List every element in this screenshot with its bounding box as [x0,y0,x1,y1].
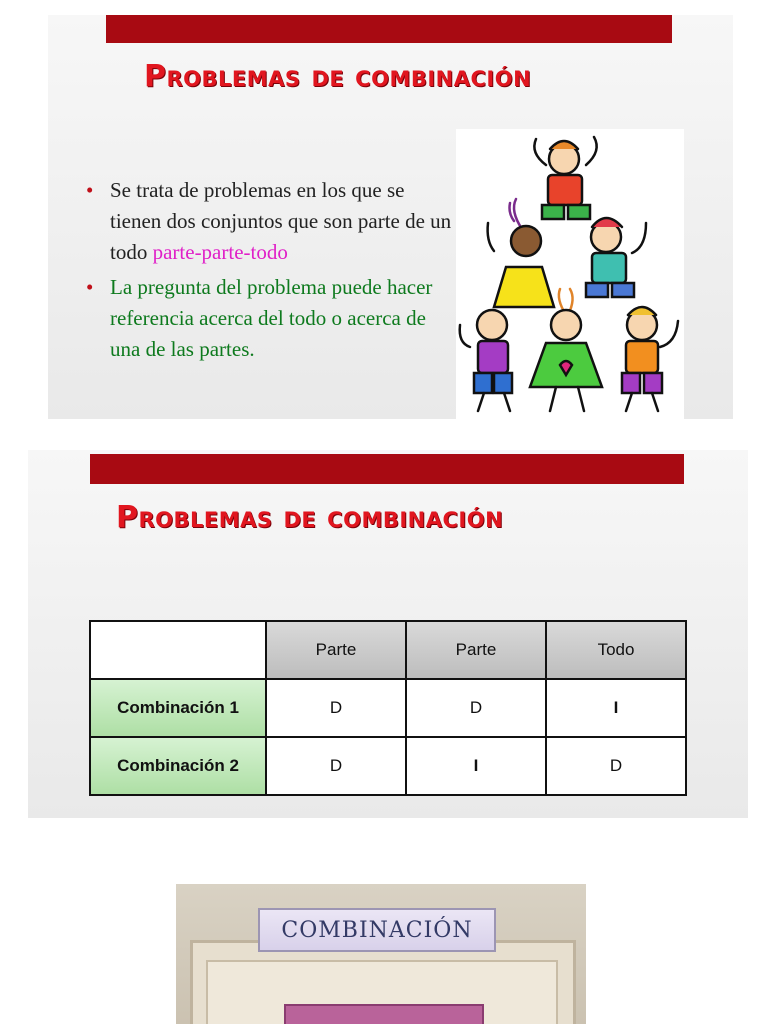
table-row [90,679,686,737]
combination-table [89,620,687,796]
table-cell: D [266,737,406,795]
plaque-text: COMBINACIÓN [281,917,473,943]
table-cell: D [546,737,686,795]
table-row [90,737,686,795]
row-label: Combinación 2 [90,737,266,795]
children-pyramid-illustration [456,129,684,419]
bullet-item [86,175,458,268]
slide-title: Problemas de combinación [144,59,532,94]
table-cell: D [406,679,546,737]
bullet-text: Se trata de problemas en los que se tienen dos conjuntos que son parte de un todo [110,178,452,264]
photo-plaque [258,908,496,952]
title-bar [90,454,684,484]
table-header-cell: Todo [546,621,686,679]
table-corner-cell [90,621,266,679]
slide-1 [48,15,733,419]
table-header-cell: Parte [406,621,546,679]
table-cell: I [546,679,686,737]
table-header-row [90,621,686,679]
table-header-cell: Parte [266,621,406,679]
classroom-photo [176,884,586,1024]
bullet-highlight: parte-parte-todo [152,240,288,264]
slide-2 [28,450,748,818]
table-cell: D [266,679,406,737]
slide-title: Problemas de combinación [116,500,504,535]
bullet-list [86,175,458,369]
table-cell: I [406,737,546,795]
title-bar [106,15,672,43]
bullet-dot-icon: • [86,178,94,202]
row-label: Combinación 1 [90,679,266,737]
bullet-dot-icon: • [86,275,94,299]
bullet-item [86,272,458,365]
bullet-text: La pregunta del problema puede hacer referencia acerca del todo o acerca de una de las partes. [110,275,433,361]
pink-card [284,1004,484,1024]
children-pyramid-icon [456,129,684,419]
